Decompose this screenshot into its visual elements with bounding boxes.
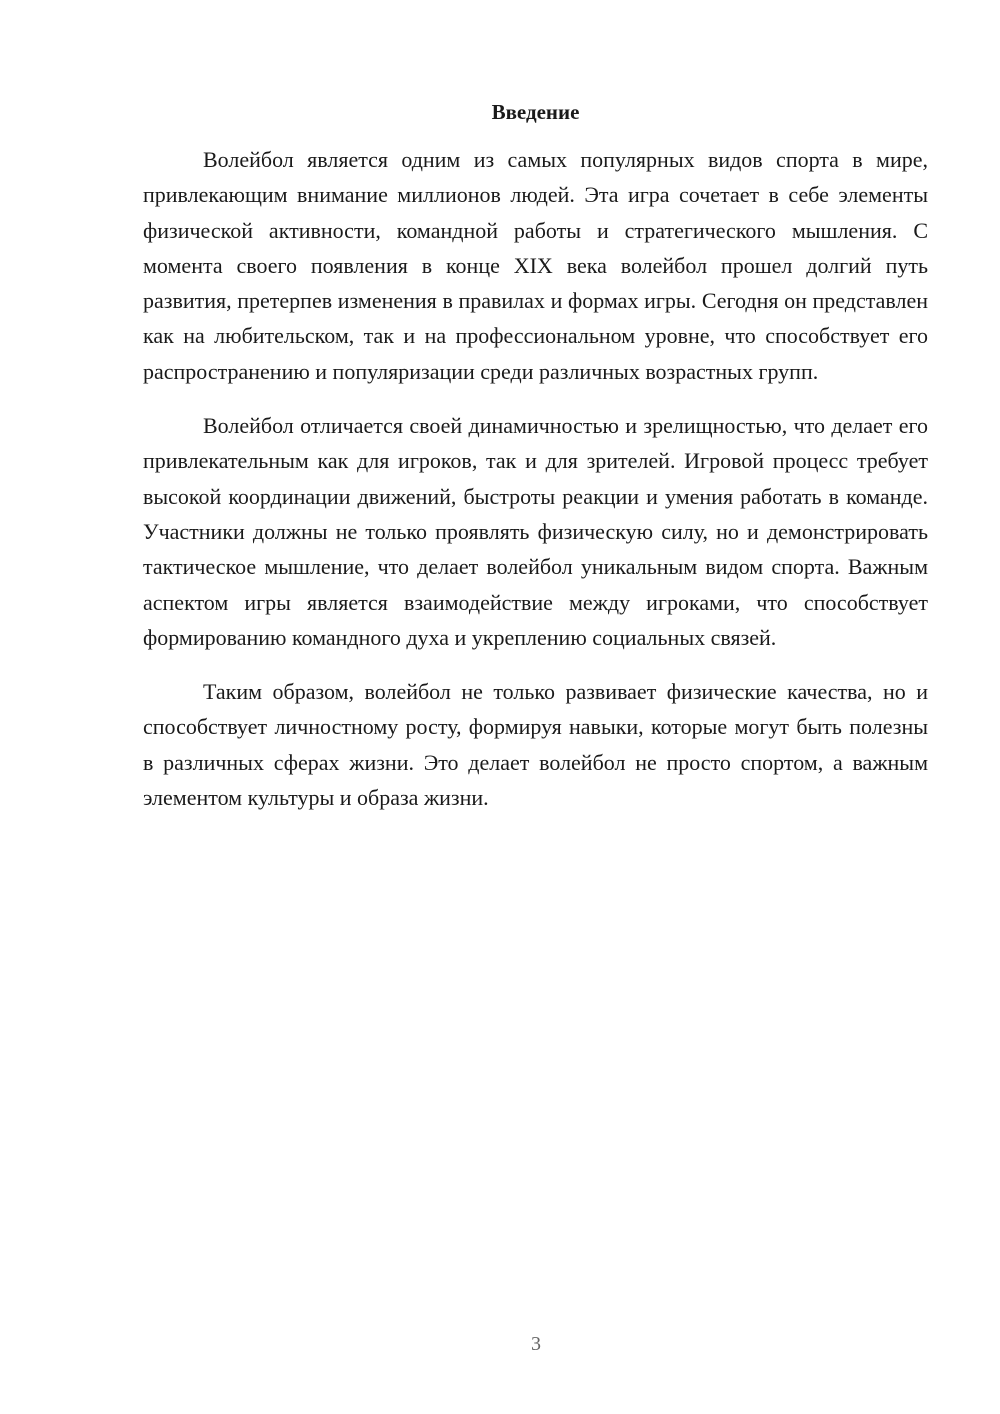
page-number: 3 xyxy=(531,1333,541,1355)
paragraph-1: Волейбол является одним из самых популярных видов спорта в мире, привлекающим внимание миллионов людей. Эта игра сочетает в себе элементы физической активности, командной работы и стратегического мышления. С момента своего появления в конце XIX века волейбол прошел долгий путь развития, претерпев изменения в правилах и формах игры. Сегодня он представлен как на любительском, так и на профессиональном уровне, что способствует его распространению и популяризации среди различных возрастных групп. xyxy=(143,147,928,384)
paragraph-3: Таким образом, волейбол не только развивает физические качества, но и способствует личностному росту, формируя навыки, которые могут быть полезны в различных сферах жизни. Это делает волейбол не просто спортом, а важным элементом культуры и образа жизни. xyxy=(143,679,928,811)
section-heading: Введение xyxy=(491,100,580,124)
paragraph-2: Волейбол отличается своей динамичностью и зрелищностью, что делает его привлекательным как для игроков, так и для зрителей. Игровой процесс требует высокой координации движений, быстроты реакции и умения работать в команде. Участники должны не только проявлять физическую силу, но и демонстрировать тактическое мышление, что делает волейбол уникальным видом спорта. Важным аспектом игры является взаимодействие между игроками, что способствует формированию командного духа и укреплению социальных связей. xyxy=(143,413,928,650)
page-content xyxy=(143,96,928,834)
